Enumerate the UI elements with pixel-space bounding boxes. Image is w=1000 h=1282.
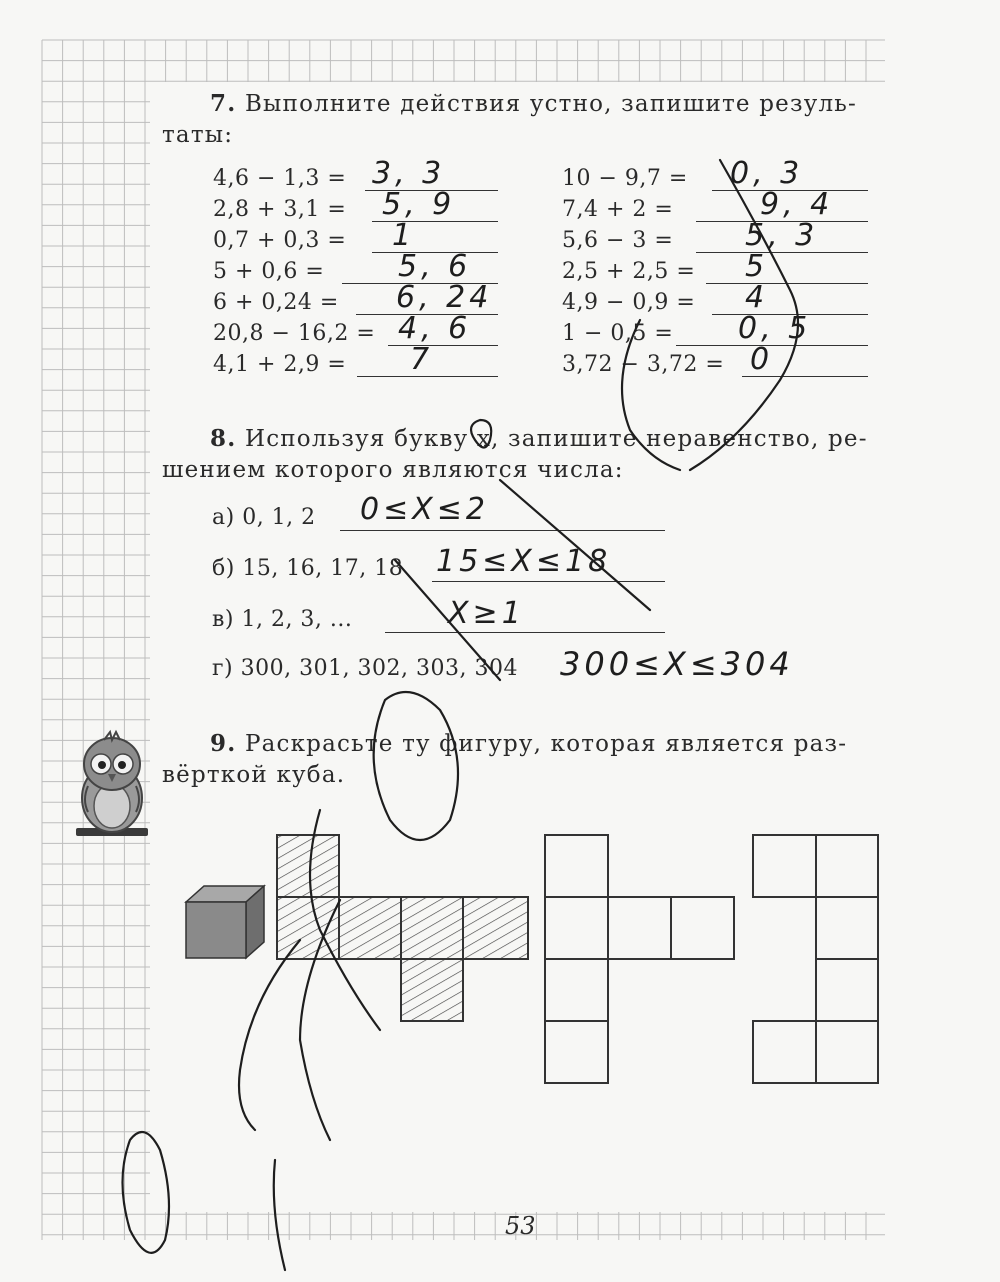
task7-left-expr-2: 0,7 + 0,3 = bbox=[213, 228, 347, 253]
task7-right-answer-0: 0, 3 bbox=[730, 156, 804, 191]
task8-answer-a: 0≤X≤2 bbox=[360, 492, 489, 527]
task7-text-2: таты: bbox=[162, 122, 234, 148]
task7-right-answer-6: 0 bbox=[750, 342, 774, 377]
net-3[interactable] bbox=[753, 835, 878, 1083]
task8-answer-d: 300≤X≤304 bbox=[560, 645, 794, 683]
task7-number: 7. bbox=[210, 90, 237, 117]
task8-answer-c: X≥1 bbox=[448, 596, 525, 631]
task7-left-expr-1: 2,8 + 3,1 = bbox=[213, 197, 347, 222]
task7-right-expr-5: 1 − 0,5 = bbox=[562, 321, 674, 346]
page-number: 53 bbox=[505, 1212, 536, 1240]
task8-item-b: б) 15, 16, 17, 18 bbox=[212, 556, 404, 581]
task7-right-expr-1: 7,4 + 2 = bbox=[562, 197, 674, 222]
task7-left-answer-1: 5, 9 bbox=[382, 187, 456, 222]
task7-left-answer-0: 3, 3 bbox=[372, 156, 446, 191]
task7-right-expr-2: 5,6 − 3 = bbox=[562, 228, 674, 253]
task9-number: 9. bbox=[210, 730, 237, 757]
task7-right-answer-3: 5 bbox=[745, 249, 769, 284]
task7-right-answer-5: 0, 5 bbox=[738, 311, 812, 346]
task7-left-expr-6: 4,1 + 2,9 = bbox=[213, 352, 347, 377]
task9-text-1: Раскрасьте ту фигуру, которая является раз- bbox=[244, 731, 848, 757]
task7-right-expr-3: 2,5 + 2,5 = bbox=[562, 259, 696, 284]
task7-left-answer-6: 7 bbox=[410, 342, 434, 377]
task8-text-2: шением которого являются числа: bbox=[162, 457, 624, 483]
task7-right-answer-4: 4 bbox=[745, 280, 769, 315]
task7-right-expr-6: 3,72 − 3,72 = bbox=[562, 352, 725, 377]
task8-item-c: в) 1, 2, 3, ... bbox=[212, 607, 353, 632]
task7-left-expr-3: 5 + 0,6 = bbox=[213, 259, 325, 284]
task7-left-expr-0: 4,6 − 1,3 = bbox=[213, 166, 347, 191]
task8-answer-b: 15≤X≤18 bbox=[436, 544, 612, 579]
task7-left-expr-5: 20,8 − 16,2 = bbox=[213, 321, 376, 346]
task8-item-a: а) 0, 1, 2 bbox=[212, 505, 316, 530]
task7-right-expr-0: 10 − 9,7 = bbox=[562, 166, 688, 191]
task7-left-expr-4: 6 + 0,24 = bbox=[213, 290, 339, 315]
task8-number: 8. bbox=[210, 425, 237, 452]
task7-right-answer-1: 9, 4 bbox=[760, 187, 834, 222]
task7-text-1: Выполните действия устно, запишите резуль- bbox=[244, 91, 857, 117]
task7-right-expr-4: 4,9 − 0,9 = bbox=[562, 290, 696, 315]
task7-left-answer-3: 5, 6 bbox=[398, 249, 472, 284]
task8-item-d: г) 300, 301, 302, 303, 304 bbox=[212, 656, 519, 681]
task7-left-answer-5: 4, 6 bbox=[398, 311, 472, 346]
net-2[interactable] bbox=[545, 835, 734, 1083]
task8-text-1: Используя букву x, запишите неравенство, ре- bbox=[244, 426, 868, 452]
task7-left-answer-4: 6, 24 bbox=[396, 280, 493, 315]
task9-text-2: вёрткой куба. bbox=[162, 762, 346, 788]
task7-right-answer-2: 5, 3 bbox=[745, 218, 819, 253]
net-1[interactable] bbox=[277, 835, 528, 1021]
task7-left-answer-2: 1 bbox=[392, 218, 416, 253]
pen-scribbles bbox=[123, 160, 799, 1270]
